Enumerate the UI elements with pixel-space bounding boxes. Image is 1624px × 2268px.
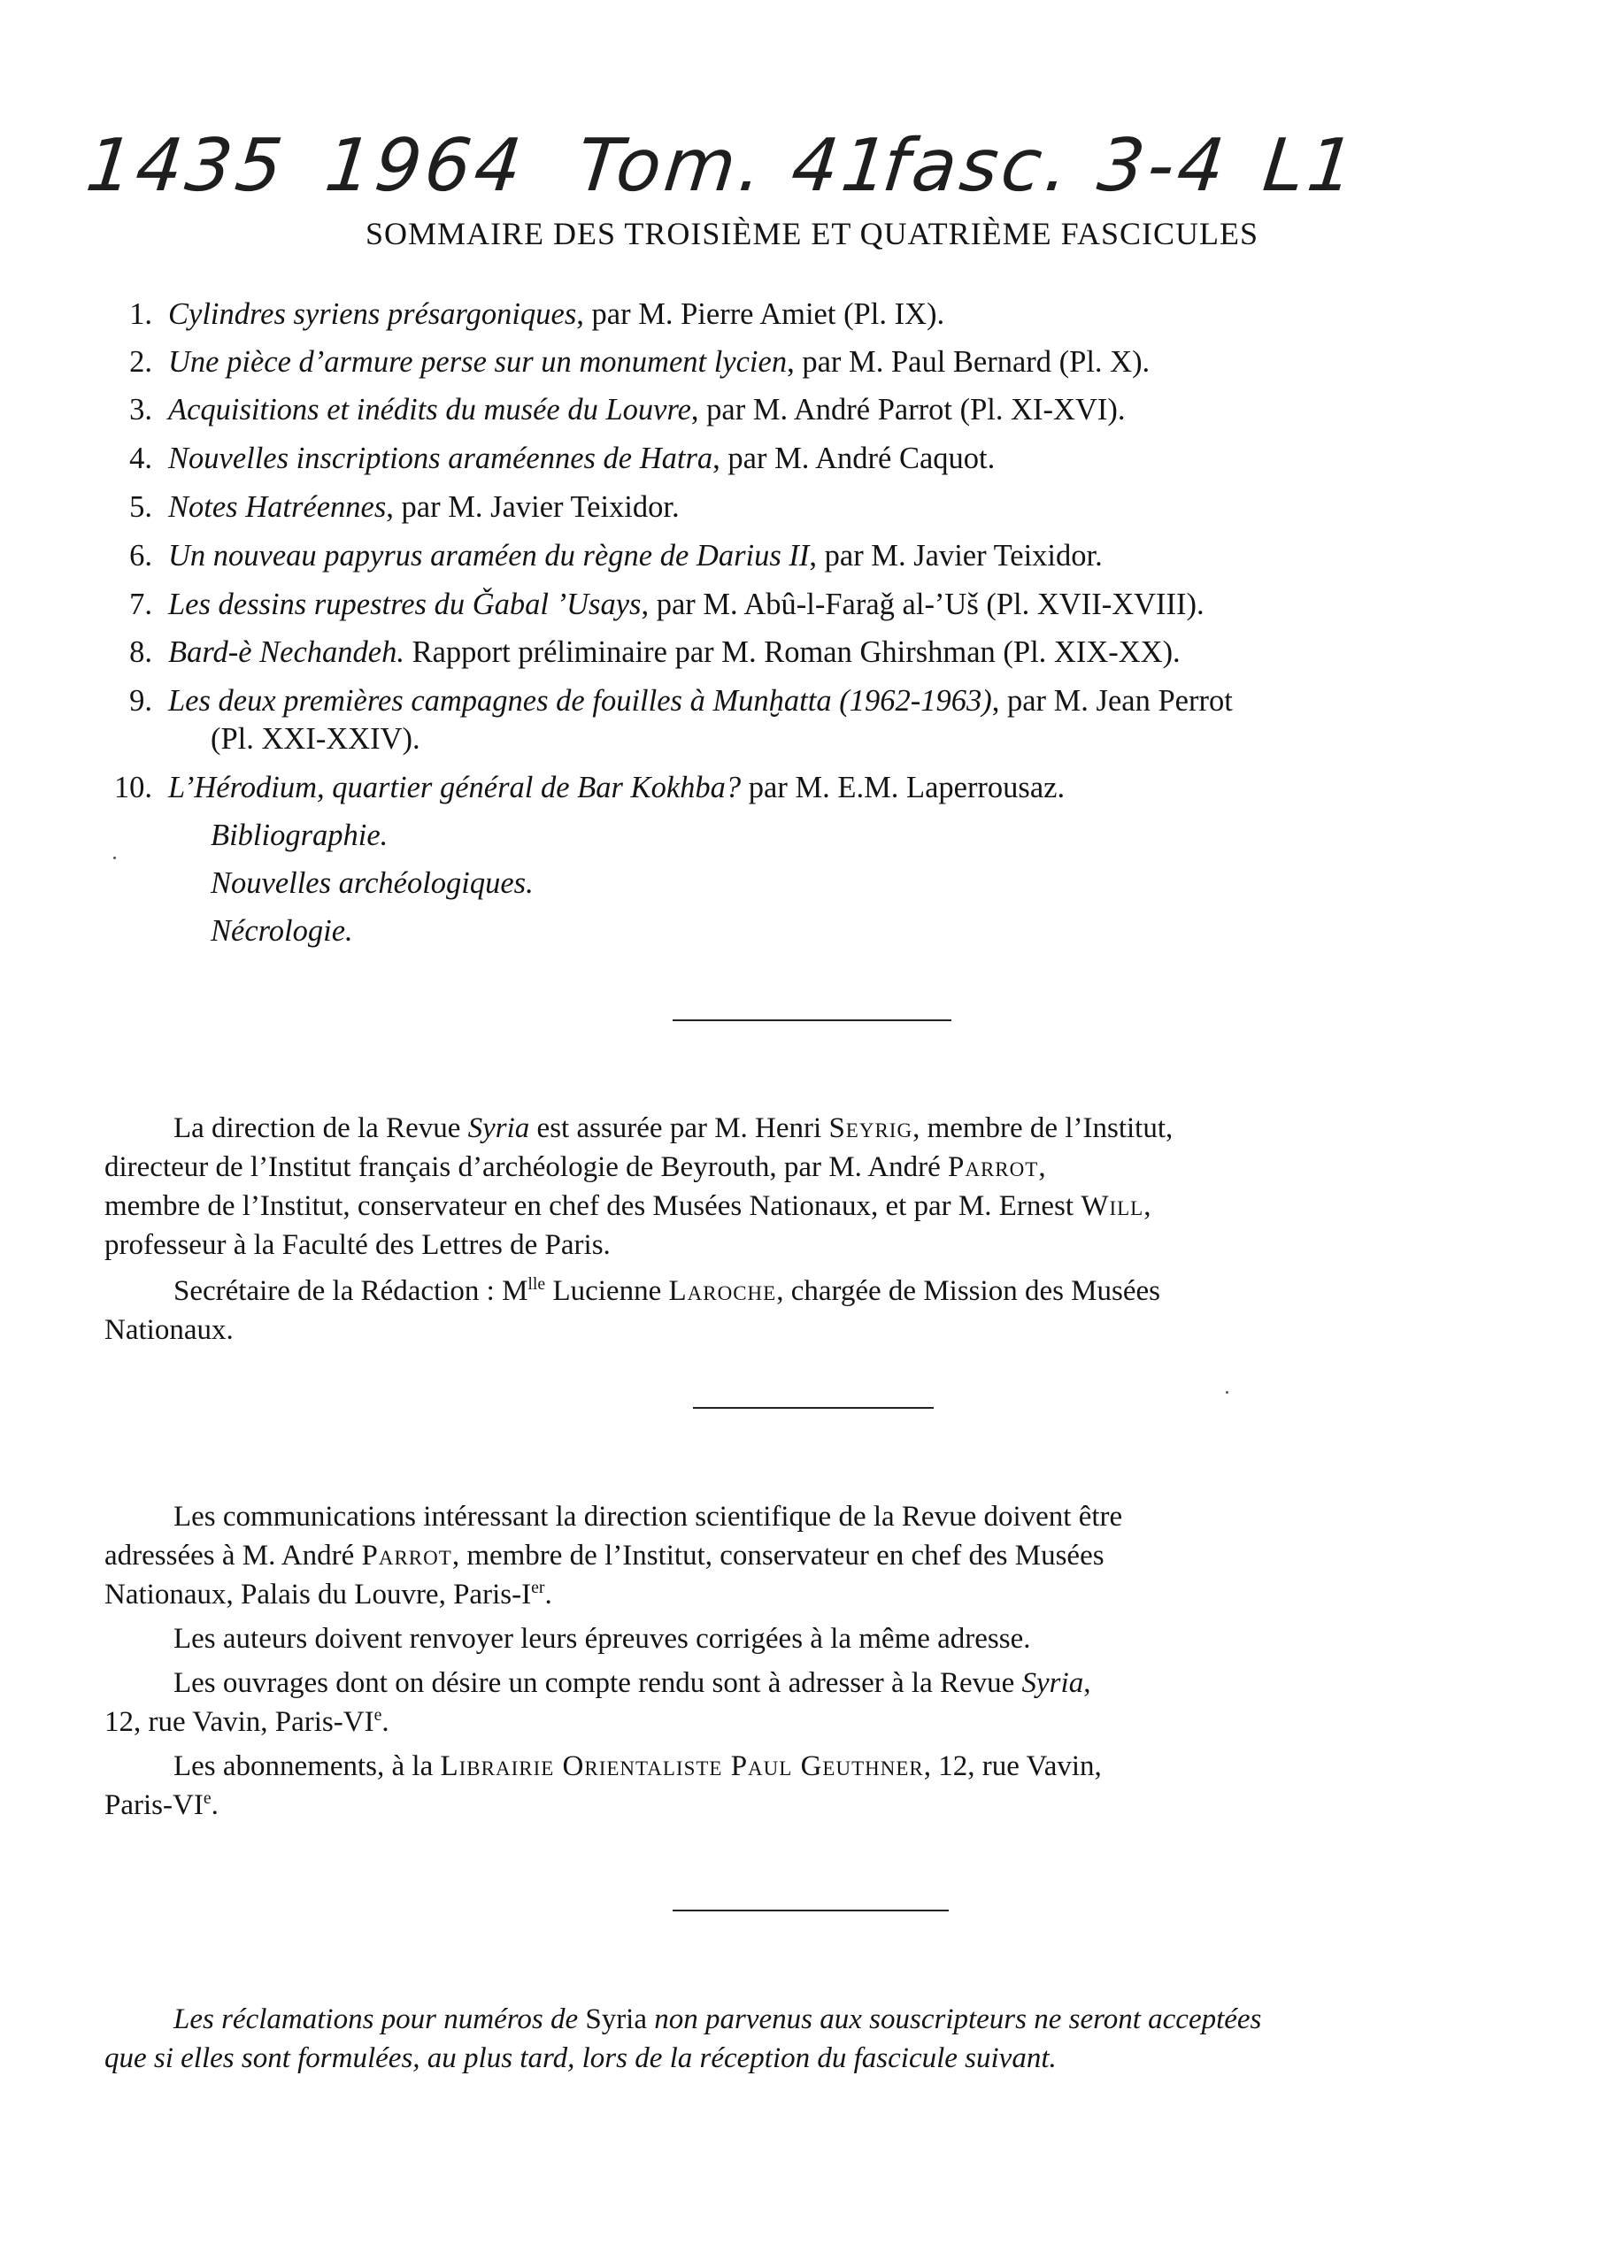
toc-author: , par M. André Parrot (Pl. XI-XVI). [690, 393, 1126, 427]
toc-number: 7. [129, 588, 152, 621]
toc-number: 9. [129, 684, 152, 718]
toc-number: 1. [129, 297, 152, 331]
person-name: Laroche [668, 1275, 777, 1307]
section-divider [673, 1019, 951, 1021]
section-divider [673, 1910, 949, 1911]
toc-title: Notes Hatréennes [168, 490, 387, 524]
toc-title: Un nouveau papyrus araméen du règne de Darius II [168, 539, 810, 573]
scan-speck [1226, 1391, 1228, 1394]
toc-author: Rapport préliminaire par M. Roman Ghirshman (Pl. XIX-XX). [404, 635, 1181, 669]
toc-author: , par M. Jean Perrot [991, 684, 1233, 718]
toc-author: , par M. Pierre Amiet (Pl. IX). [576, 297, 945, 331]
toc-title: Nouvelles inscriptions araméennes de Hatra [168, 442, 713, 475]
toc-plates: (Pl. XXI-XXIV). [211, 722, 420, 756]
reclamations-notice: Les réclamations pour numéros de Syria non parvenus aux souscripteurs ne seront acceptées que si elles sont formulées, au plus tard, lors de la réception du fascicule suivant. [104, 2003, 1262, 2074]
toc-author: , par M. Javier Teixidor. [809, 539, 1103, 573]
person-name: Parrot [361, 1540, 452, 1572]
person-name: Parrot [948, 1151, 1039, 1183]
publisher-name: Librairie Orientaliste Paul Geuthner [440, 1750, 924, 1782]
section-divider [693, 1407, 934, 1409]
toc-number: 6. [129, 539, 152, 573]
handwritten-tome: Tom. 41 [573, 124, 897, 208]
toc-title: Acquisitions et inédits du musée du Louvre [168, 393, 691, 427]
journal-name: Syria [467, 1112, 530, 1144]
toc-number: 5. [129, 490, 152, 524]
scan-speck [113, 857, 116, 859]
toc-author: , par M. André Caquot. [712, 442, 996, 475]
journal-name: Syria [1021, 1667, 1084, 1699]
journal-name: Syria [585, 2003, 648, 2035]
toc-bibliographie: Bibliographie. [211, 819, 389, 852]
toc-necrologie: Nécrologie. [211, 914, 353, 948]
toc-author: , par M. Abû-l-Faraǧ al-’Uš (Pl. XVII-XVIII). [641, 588, 1205, 621]
toc-number: 4. [129, 442, 152, 475]
communications-paragraph: Les communications intéressant la direction scientifique de la Revue doivent être adressées à M. André Parrot, membre de l’Institut, conservateur en chef des Musées Nationaux, Palais du Louvre, Paris-Ier. Les auteurs doivent renvoyer leurs épreuves corrigées à la même adresse. Les ouvrages dont on désire un compte rendu sont à adresser à la Revue Syria, 12, rue Vavin, Paris-VIe. Les abonnements, à la Librairie Orientaliste Paul Geuthner, 12, rue Vavin, Paris-VIe. [104, 1501, 1123, 1821]
toc-author: , par M. Paul Bernard (Pl. X). [787, 345, 1151, 379]
toc-number: 3. [129, 393, 152, 427]
toc-author: , par M. Javier Teixidor. [386, 490, 680, 524]
person-name: Seyrig [828, 1112, 913, 1144]
handwritten-year: 1964 [320, 124, 529, 208]
person-name: Will [1081, 1190, 1144, 1222]
toc-title: Les dessins rupestres du Ǧabal ’Usays [168, 588, 642, 621]
page-title: SOMMAIRE DES TROISIÈME ET QUATRIÈME FASCICULES [365, 216, 1259, 251]
toc-title: Cylindres syriens présargoniques [168, 297, 577, 331]
toc-title: L’Hérodium, quartier général de Bar Kokhba? [168, 771, 742, 804]
toc-title: Les deux premières campagnes de fouilles à Munḫatta (1962-1963) [168, 684, 992, 718]
handwritten-code: L1 [1258, 124, 1362, 208]
toc-title: Une pièce d’armure perse sur un monument lycien [168, 345, 788, 379]
toc-title: Bard-è Nechandeh. [168, 635, 404, 669]
toc-number: 8. [129, 635, 152, 669]
toc-nouvelles-archeologiques: Nouvelles archéologiques. [211, 866, 534, 900]
toc-number: 10. [113, 771, 152, 804]
direction-paragraph: La direction de la Revue Syria est assurée par M. Henri Seyrig, membre de l’Institut, directeur de l’Institut français d’archéologie de Beyrouth, par M. André Parrot, membre de l’Institut, conservateur en chef des Musées Nationaux, et par M. Ernest Will, professeur à la Faculté des Lettres de Paris. Secrétaire de la Rédaction : $M^{lle}$ Lucienne Laroche, chargée de Mission des Musées Nationaux. [104, 1112, 1174, 1346]
handwritten-fascicule: fasc. 3-4 [878, 124, 1232, 208]
toc-number: 2. [129, 345, 152, 379]
handwritten-number: 1435 [81, 124, 290, 208]
toc-author: par M. E.M. Laperrousaz. [741, 771, 1066, 804]
